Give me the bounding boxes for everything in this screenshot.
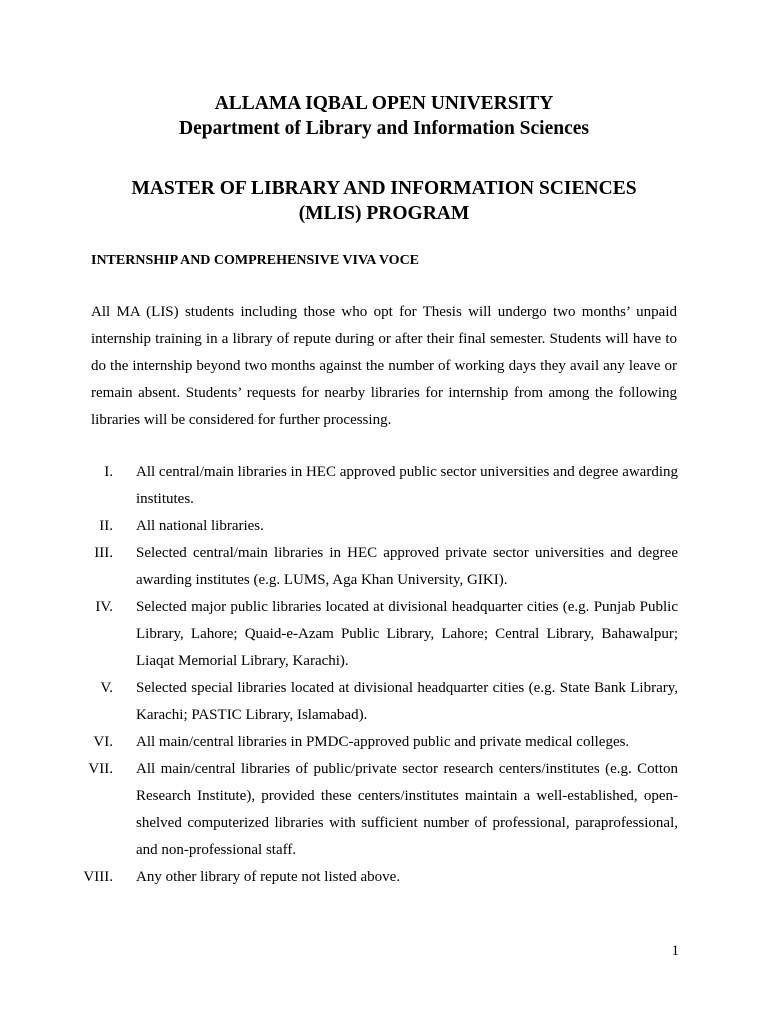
program-title-line1: MASTER OF LIBRARY AND INFORMATION SCIENCES xyxy=(131,178,637,199)
list-item-text: All national libraries. xyxy=(136,518,264,534)
list-item-number: III. xyxy=(94,545,113,561)
list-item-text: All main/central libraries in PMDC-approved public and private medical colleges. xyxy=(136,734,630,750)
list-item-number: VII. xyxy=(88,761,113,777)
list-item-number: VI. xyxy=(93,734,113,750)
list-item xyxy=(70,459,678,513)
list-item-number: VIII. xyxy=(83,869,113,885)
department-title: Department of Library and Information Sciences xyxy=(178,118,589,139)
list-item xyxy=(70,675,678,729)
program-title-line2: (MLIS) PROGRAM xyxy=(298,203,470,224)
section-heading: INTERNSHIP AND COMPREHENSIVE VIVA VOCE xyxy=(91,253,420,268)
list-item-number: V. xyxy=(100,680,113,696)
university-title: ALLAMA IQBAL OPEN UNIVERSITY xyxy=(214,93,554,114)
list-item-text: Any other library of repute not listed above. xyxy=(136,869,401,885)
list-item-text: Selected special libraries located at divisional headquarter cities (e.g. State Bank Library, Karachi; PASTIC Library, Islamabad). xyxy=(136,680,678,723)
list-item-text: Selected central/main libraries in HEC approved private sector universities and degree awarding institutes (e.g. LUMS, Aga Khan University, GIKI). xyxy=(136,545,678,588)
list-item-number: IV. xyxy=(95,599,113,615)
page-number: 1 xyxy=(671,943,679,959)
list-item-number: I. xyxy=(104,464,113,480)
list-item-text: Selected major public libraries located at divisional headquarter cities (e.g. Punjab Public Library, Lahore; Quaid-e-Azam Public Library, Lahore; Central Library, Bahawalpur; Liaqat Memorial Library, Karachi). xyxy=(136,599,678,669)
list-item xyxy=(70,513,678,540)
list-item xyxy=(70,729,678,756)
list-item-text: All main/central libraries of public/private sector research centers/institutes (e.g. Cotton Research Institute), provided these centers/institutes maintain a well-established, open-shelved computerized libraries with sufficient number of professional, paraprofessional, and non-professional staff. xyxy=(136,761,678,858)
list-item-number: II. xyxy=(99,518,113,534)
list-item xyxy=(70,594,678,675)
list-item xyxy=(70,540,678,594)
list-item-text: All central/main libraries in HEC approved public sector universities and degree awarding institutes. xyxy=(136,464,678,507)
intro-paragraph: All MA (LIS) students including those who opt for Thesis will undergo two months’ unpaid internship training in a library of repute during or after their final semester. Students will have to do the internship beyond two months against the number of working days they avail any leave or remain absent. Students’ requests for nearby libraries for internship from among the following libraries will be considered for further processing. xyxy=(91,304,677,428)
libraries-list xyxy=(70,459,678,891)
list-item xyxy=(70,756,678,864)
list-item xyxy=(70,864,678,891)
